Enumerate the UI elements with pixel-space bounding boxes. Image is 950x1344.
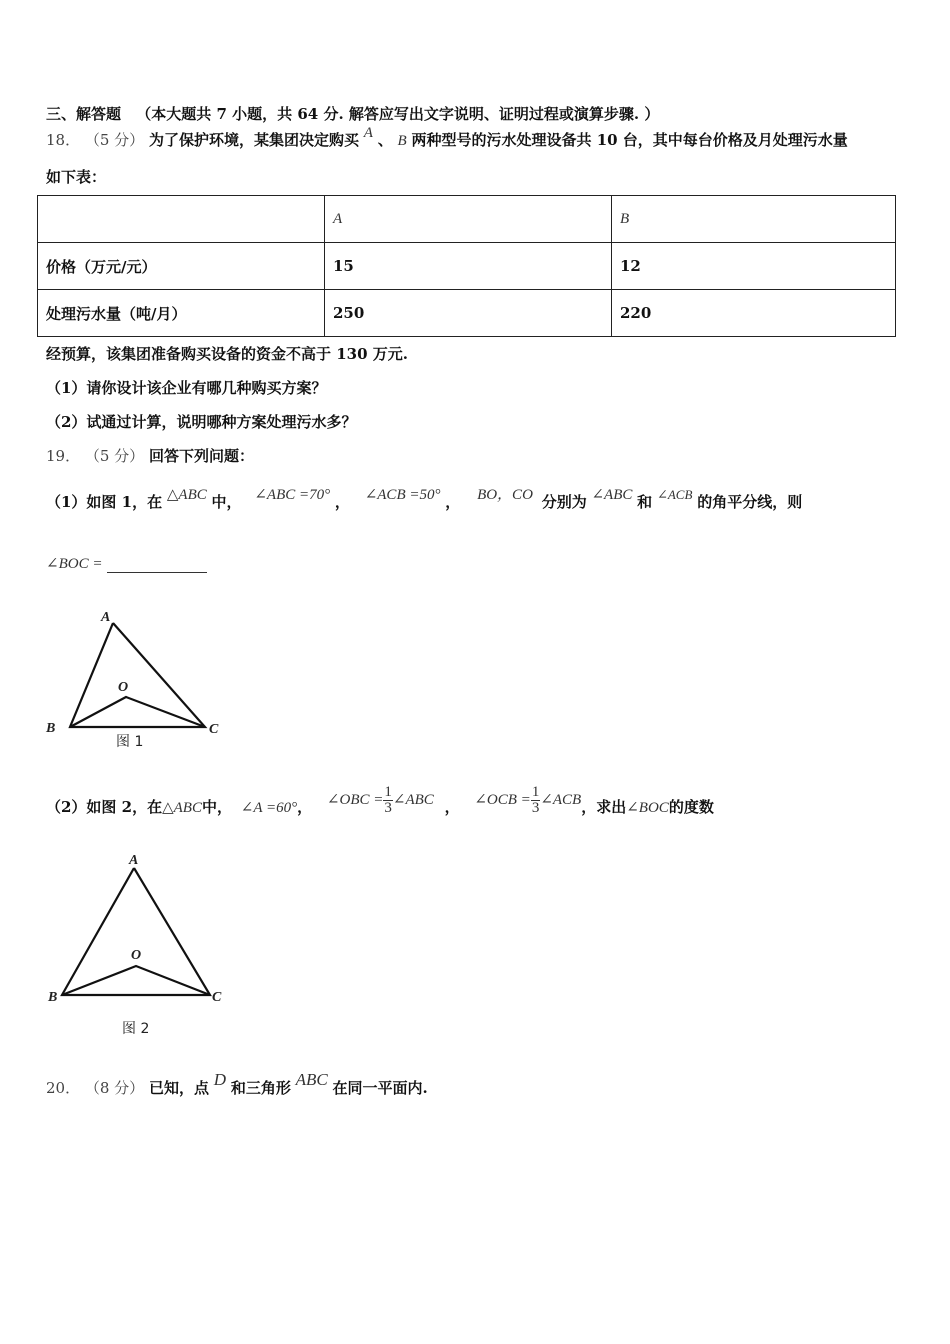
q19-p2-tail1: ，求出: [581, 798, 627, 816]
table-cell: [38, 196, 325, 243]
fig1-label-o: O: [118, 680, 129, 695]
q19-p1-mid: 分别为: [541, 493, 587, 511]
q19-p1-lead: （1）如图 1，在: [46, 493, 163, 511]
table-row: [38, 243, 896, 290]
q19-part2: [46, 783, 714, 825]
q19-p1-tail: 的角平分线，则: [697, 493, 803, 511]
table-row: [38, 290, 896, 337]
q19-p2-obc: ∠OBC =: [326, 792, 384, 808]
table-cell: 12: [612, 243, 896, 290]
figure-2-lines: [62, 868, 210, 995]
q19-line1: [46, 445, 254, 466]
q19-p2-abc: ∠ABC: [392, 792, 434, 808]
fig1-label-a: A: [101, 610, 111, 625]
fig2-label-b: B: [48, 990, 58, 1005]
section-heading: [46, 103, 659, 124]
fig2-label-c: C: [212, 990, 222, 1005]
table-cell: 220: [612, 290, 896, 337]
table-cell: 15: [325, 243, 612, 290]
q19-p2-zhong: 中，: [201, 798, 232, 816]
fig1-label-b: B: [46, 721, 56, 736]
answer-blank: [107, 554, 207, 573]
fig2-label-o: O: [131, 948, 142, 963]
q19-p1-zhong: 中，: [211, 493, 242, 511]
q18-budget: 经预算，该集团准备购买设备的资金不高于 130 万元.: [46, 345, 408, 363]
table-header-row: [38, 196, 896, 243]
q19-p1-angle1: ∠ABC =70°: [254, 487, 331, 503]
q18-var-b: B: [397, 133, 407, 149]
figure-1: [40, 602, 240, 752]
q19-p2-ocb: ∠OCB =: [474, 792, 531, 808]
q19-p1-acb: ∠ACB: [656, 487, 693, 502]
fig2-label-a: A: [129, 853, 139, 868]
q19-p1-comma1: ，: [334, 493, 350, 511]
q19-p2-acb: ∠ACB: [540, 792, 582, 808]
q20-number: 20．: [46, 1079, 81, 1097]
q18-table: [37, 195, 896, 337]
q19-number: 19．: [46, 447, 81, 465]
q19-answer-line: [46, 554, 207, 573]
q19-score: （5 分）: [84, 447, 145, 465]
q19-p1-abc: ∠ABC: [591, 487, 633, 503]
q19-p2-boc: ∠BOC: [626, 800, 669, 816]
q18-number: 18．: [46, 131, 81, 149]
fig2-caption: 图 2: [122, 1021, 150, 1037]
figure-2: [40, 848, 240, 1043]
q19-p2-comma1: ，: [297, 798, 313, 816]
q19-p2-tail2: 的度数: [668, 798, 714, 816]
q20-lead: 已知，点: [148, 1079, 209, 1097]
table-cell: 处理污水量（吨/月）: [38, 290, 325, 337]
q18-line1: [46, 125, 848, 150]
q19-p1-tri: △ABC: [166, 487, 207, 503]
q19-p2-angle-a: ∠A =60°: [240, 800, 298, 816]
section-title: 三、解答题: [46, 105, 122, 123]
q19-intro: 回答下列问题：: [148, 447, 254, 465]
table-cell: 价格（万元/元）: [38, 243, 325, 290]
q18-sep: 、: [377, 131, 393, 149]
q19-p1-comma2: ，: [445, 493, 461, 511]
table-header-a: A: [325, 196, 612, 243]
q19-p2-comma2: ，: [444, 798, 460, 816]
q20-abc: ABC: [295, 1070, 328, 1089]
q19-p1-he: 和: [637, 493, 653, 511]
fig1-caption: 图 1: [116, 734, 144, 750]
fraction-one-third: $\frac{1}{3}$: [384, 783, 392, 816]
q20-mid: 和三角形: [230, 1079, 291, 1097]
q18-sub1: （1）请你设计该企业有哪几种购买方案？: [46, 379, 327, 397]
q18-score: （5 分）: [84, 131, 145, 149]
fig1-label-c: C: [209, 722, 219, 737]
table-cell: 250: [325, 290, 612, 337]
q18-text-b: 两种型号的污水处理设备共 10 台，其中每台价格及月处理污水量: [411, 131, 848, 149]
section-note: （本大题共 7 小题，共 64 分. 解答应写出文字说明、证明过程或演算步骤. ）: [136, 105, 660, 123]
q20-line1: [46, 1070, 428, 1098]
q20-score: （8 分）: [84, 1079, 145, 1097]
q18-text: 为了保护环境，某集团决定购买: [148, 131, 359, 149]
q19-answer-label: ∠BOC =: [46, 556, 103, 572]
fraction-one-third: $\frac{1}{3}$: [531, 783, 540, 816]
q19-part1: [46, 487, 803, 512]
q18-line2: 如下表：: [46, 168, 107, 186]
q18-sub2: （2）试通过计算，说明哪种方案处理污水多？: [46, 413, 357, 431]
q20-tail: 在同一平面内.: [332, 1079, 428, 1097]
figure-1-lines: [70, 623, 205, 727]
q18-var-a: A: [363, 125, 373, 141]
q20-point-d: D: [213, 1070, 227, 1089]
q19-p1-bo-co: BO，CO: [477, 487, 533, 503]
q19-p1-angle2: ∠ACB =50°: [364, 487, 441, 503]
q19-p2-tri: △ABC: [162, 800, 202, 816]
q19-p2-lead: （2）如图 2，在: [46, 798, 163, 816]
table-header-b: B: [612, 196, 896, 243]
